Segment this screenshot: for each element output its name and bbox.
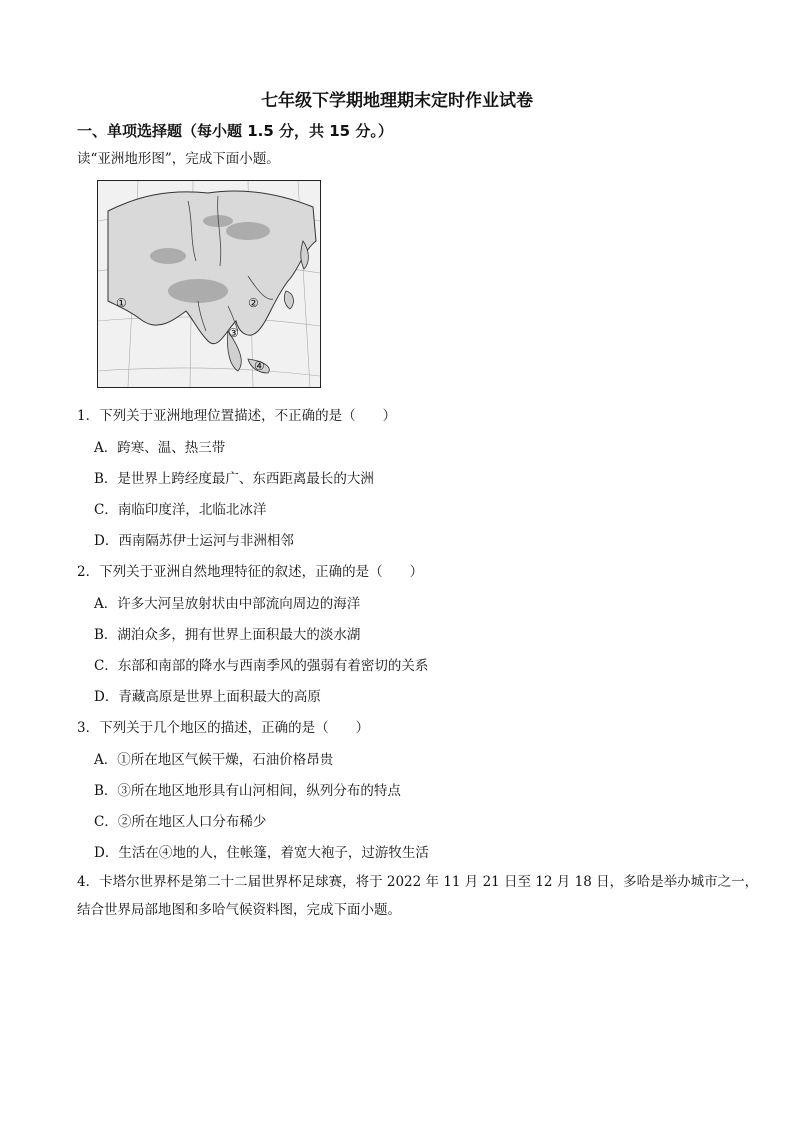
- map-marker-2: ②: [248, 296, 259, 310]
- question-3-option-d[interactable]: D．生活在④地的人，住帐篷，着宽大袍子，过游牧生活: [94, 845, 429, 861]
- map-marker-4: ④: [254, 359, 265, 373]
- question-1-option-b[interactable]: B．是世界上跨经度最广、东西距离最长的大洲: [94, 471, 374, 487]
- question-1-stem: 1．下列关于亚洲地理位置描述，不正确的是（ ）: [77, 408, 397, 424]
- question-4-stem: 4．卡塔尔世界杯是第二十二届世界杯足球赛，将于 2022 年 11 月 21 日至 12 月 18 日，多哈是举办城市之一，结合世界局部地图和多哈气候资料图，完成下面小题。: [77, 874, 759, 918]
- question-1-option-d[interactable]: D．西南隔苏伊士运河与非洲相邻: [94, 533, 294, 549]
- question-3-option-b[interactable]: B．③所在地区地形具有山河相间，纵列分布的特点: [94, 783, 401, 799]
- asia-terrain-map: [97, 180, 321, 388]
- page-title: 七年级下学期地理期末定时作业试卷: [261, 91, 533, 111]
- question-3-stem: 3．下列关于几个地区的描述，正确的是（ ）: [77, 720, 370, 736]
- question-2-option-c[interactable]: C．东部和南部的降水与西南季风的强弱有着密切的关系: [94, 658, 429, 674]
- map-marker-1: ①: [116, 296, 127, 310]
- question-2-stem: 2．下列关于亚洲自然地理特征的叙述，正确的是（ ）: [77, 564, 424, 580]
- question-1-option-c[interactable]: C．南临印度洋，北临北冰洋: [94, 502, 267, 518]
- question-intro: 读“亚洲地形图”，完成下面小题。: [77, 151, 280, 167]
- question-2-option-d[interactable]: D．青藏高原是世界上面积最大的高原: [94, 689, 321, 705]
- question-1-option-a[interactable]: A．跨寒、温、热三带: [94, 440, 226, 456]
- map-marker-3: ③: [228, 326, 239, 340]
- section-heading: 一、单项选择题（每小题 1.5 分，共 15 分。）: [77, 122, 393, 140]
- question-2-option-a[interactable]: A．许多大河呈放射状由中部流向周边的海洋: [94, 596, 361, 612]
- question-3-option-c[interactable]: C．②所在地区人口分布稀少: [94, 814, 267, 830]
- question-2-option-b[interactable]: B．湖泊众多，拥有世界上面积最大的淡水湖: [94, 627, 361, 643]
- question-3-option-a[interactable]: A．①所在地区气候干燥，石油价格昂贵: [94, 752, 334, 768]
